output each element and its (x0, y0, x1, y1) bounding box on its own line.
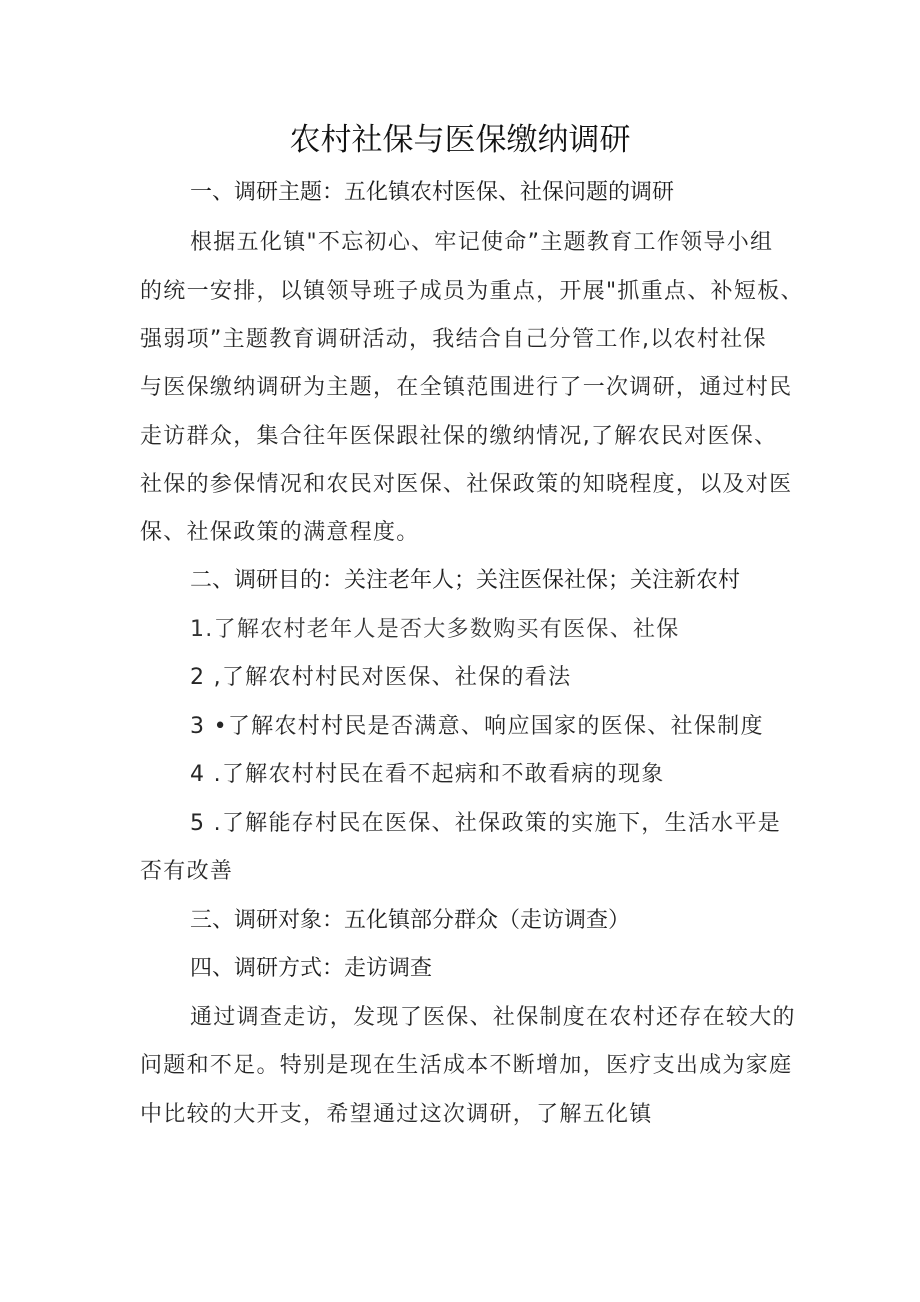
document-title: 农村社保与医保缴纳调研 (289, 122, 631, 158)
paragraph-2-line-2: 问题和不足。特别是现在生活成本不断增加，医疗支出成为家庭 (140, 1053, 793, 1078)
item-5: 5 .了解能存村民在医保、社保政策的实施下，生活水平是 (190, 811, 782, 836)
paragraph-1-line-4: 与医保缴纳调研为主题，在全镇范围进行了一次调研，通过村民 (140, 375, 793, 400)
section-1-heading: 一、调研主题：五化镇农村医保、社保问题的调研 (190, 180, 675, 205)
section-3-heading: 三、调研对象：五化镇部分群众（走访调查） (190, 908, 631, 933)
paragraph-1-line-7: 保、社保政策的满意程度。 (140, 520, 420, 545)
item-4: 4 .了解农村村民在看不起病和不敢看病的现象 (190, 762, 665, 787)
paragraph-2-line-1: 通过调查走访，发现了医保、社保制度在农村还存在较大的 (190, 1005, 796, 1030)
paragraph-1-line-3: 强弱项”主题教育调研活动，我结合自己分管工作,以农村社保 (140, 327, 767, 352)
paragraph-1-line-5: 走访群众，集合往年医保跟社保的缴纳情况,了解农民对医保、 (140, 424, 778, 449)
paragraph-1-line-2: 的统一安排，以镇领导班子成员为重点，开展"抓重点、补短板、 (140, 279, 804, 304)
section-2-heading: 二、调研目的：关注老年人；关注医保社保；关注新农村 (190, 568, 741, 593)
paragraph-2-line-3: 中比较的大开支，希望通过这次调研，了解五化镇 (140, 1102, 653, 1127)
paragraph-1-line-1: 根据五化镇"不忘初心、牢记使命”主题教育工作领导小组 (190, 230, 774, 255)
item-1: 1.了解农村老年人是否大多数购买有医保、社保 (190, 617, 680, 642)
item-2: 2 ,了解农村村民对医保、社保的看法 (190, 665, 572, 690)
item-3: 3 •了解农村村民是否满意、响应国家的医保、社保制度 (190, 714, 764, 739)
item-5-continued: 否有改善 (140, 859, 234, 884)
section-4-heading: 四、调研方式：走访调查 (190, 956, 433, 981)
paragraph-1-line-6: 社保的参保情况和农民对医保、社保政策的知晓程度，以及对医 (140, 472, 793, 497)
